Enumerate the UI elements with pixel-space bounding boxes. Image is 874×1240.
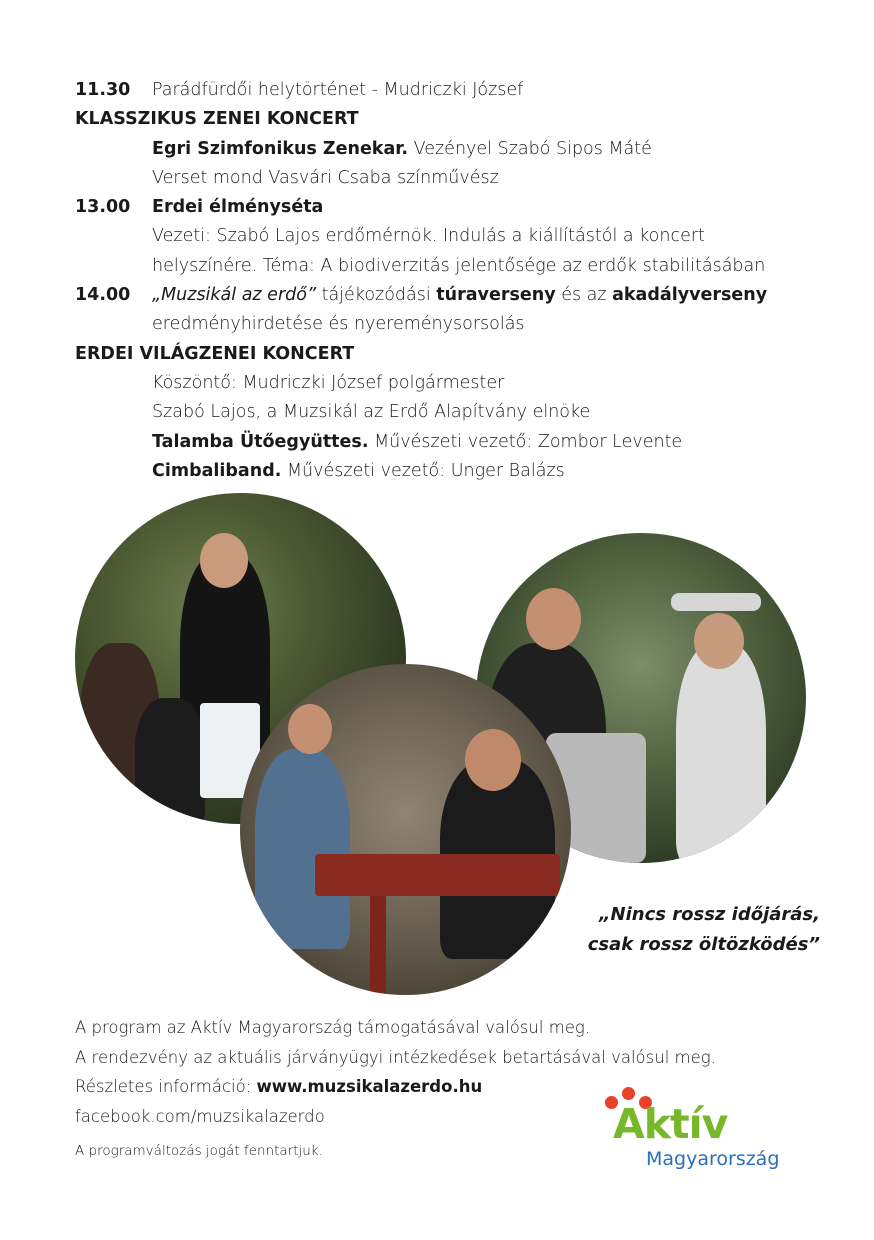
program-text: és az (555, 285, 613, 306)
event-name: akadályverseny (612, 285, 768, 306)
program-text: eredményhirdetése és nyereménysorsolás (152, 314, 525, 335)
program-list (75, 76, 835, 486)
sponsor-note: A program az Aktív Magyarország támogatásával valósul meg. (75, 1018, 591, 1037)
program-row-talamba (75, 428, 835, 457)
section-heading-classical: KLASSZIKUS ZENEI KONCERT (75, 109, 359, 130)
safety-note: A rendezvény az aktuális járványügyi intézkedések betartásával valósul meg. (75, 1047, 716, 1067)
program-text: Vezeti: Szabó Lajos erdőmérnök. Indulás a kiállítástól a koncert (152, 226, 705, 247)
program-row-poem (75, 164, 835, 193)
program-row-walk-1 (75, 222, 835, 251)
event-name: Erdei élményséta (152, 197, 324, 218)
logo-dot-icon (622, 1087, 635, 1100)
time-1130: 11.30 (75, 80, 131, 100)
performer-name: Talamba Ütőegyüttes. (152, 431, 369, 452)
event-title: „Muzsikál az erdő” (152, 285, 317, 306)
info-label: Részletes információ: (75, 1077, 257, 1096)
time-1300: 13.00 (75, 197, 131, 218)
event-name: túraverseny (436, 285, 556, 306)
program-text: Művészeti vezető: Unger Balázs (281, 460, 565, 481)
quote-line: csak rossz öltözködés” (587, 934, 820, 955)
program-row-1400 (75, 281, 835, 310)
logo-wordmark: Aktív (613, 1100, 728, 1148)
program-row-president (75, 398, 835, 427)
program-text: helyszínére. Téma: A biodiverzitás jelentősége az erdők stabilitásában (152, 255, 766, 276)
quote (560, 900, 820, 960)
cimbalom-photo (240, 664, 571, 995)
logo-subtitle: Magyarország (646, 1148, 780, 1170)
program-text: Verset mond Vasvári Csaba színművész (152, 167, 499, 188)
quote-line: „Nincs rossz időjárás, (598, 904, 820, 925)
program-row-orchestra (75, 135, 835, 164)
program-row-cimbaliband (75, 457, 835, 486)
program-text: tájékozódási (316, 285, 437, 306)
program-text: Parádfürdői helytörténet - Mudriczki József (152, 80, 524, 100)
program-row-results (75, 310, 835, 339)
program-text: Vezényel Szabó Sipos Máté (408, 138, 652, 159)
aktiv-magyarorszag-logo (600, 1088, 810, 1178)
program-text: Művészeti vezető: Zombor Levente (368, 431, 683, 452)
program-row-1130 (75, 76, 835, 105)
program-text: Szabó Lajos, a Muzsikál az Erdő Alapítvány elnöke (152, 402, 591, 423)
program-row-1300 (75, 193, 835, 222)
program-row-greeting (75, 369, 835, 398)
website-link[interactable]: www.muzsikalazerdo.hu (256, 1077, 483, 1096)
time-1400: 14.00 (75, 285, 131, 306)
section-heading-world: ERDEI VILÁGZENEI KONCERT (75, 343, 355, 364)
change-disclaimer: A programváltozás jogát fenntartjuk. (75, 1143, 323, 1159)
program-row-walk-2 (75, 252, 835, 281)
program-text: Köszöntő: Mudriczki József polgármester (152, 372, 505, 393)
facebook-link[interactable]: facebook.com/muzsikalazerdo (75, 1106, 325, 1126)
performer-name: Egri Szimfonikus Zenekar. (152, 138, 409, 159)
performer-name: Cimbaliband. (152, 460, 282, 481)
